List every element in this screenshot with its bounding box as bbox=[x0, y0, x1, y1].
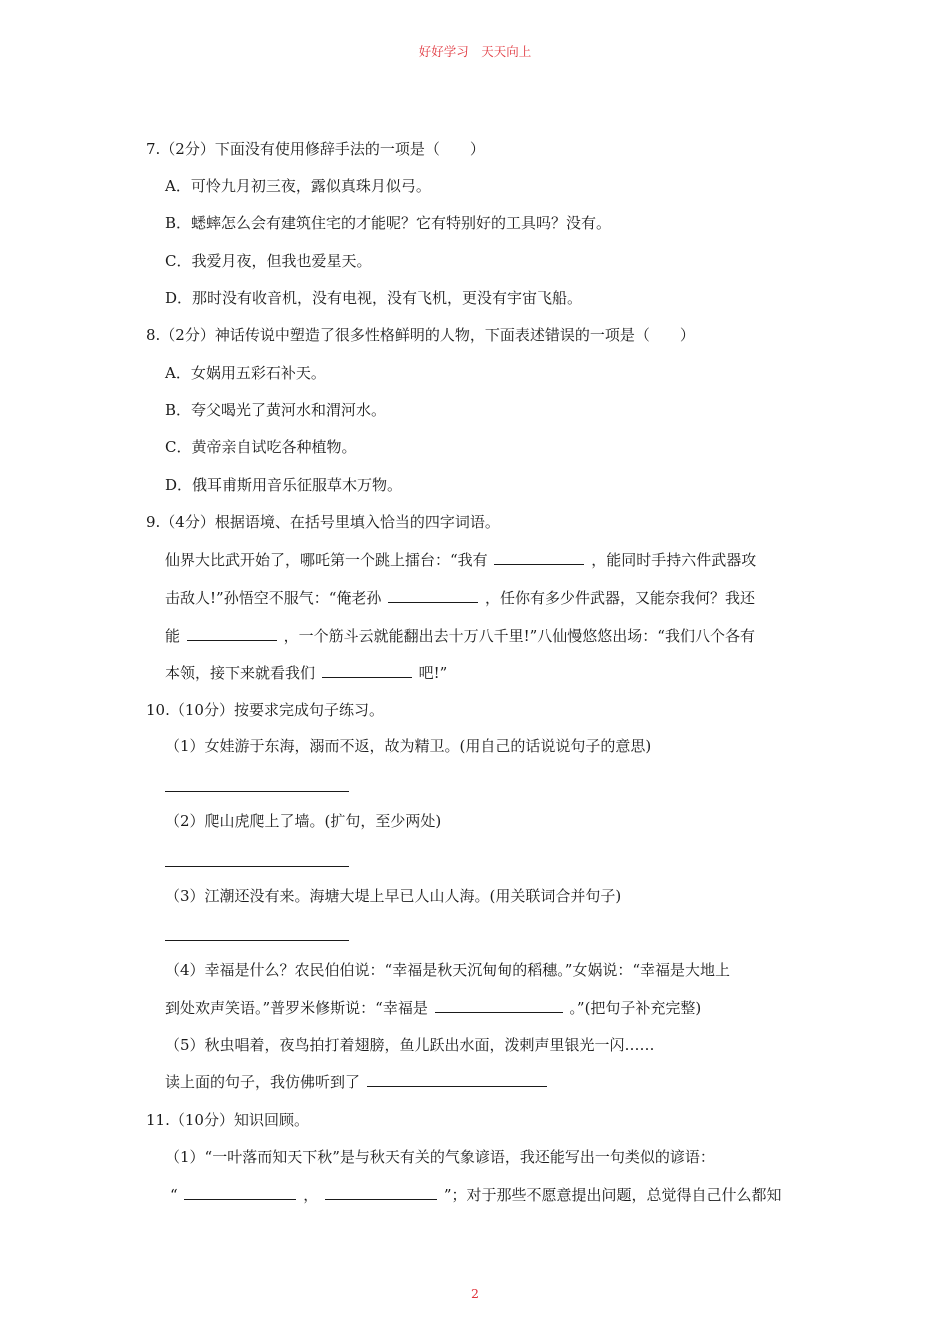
passage-text: “ bbox=[170, 1186, 178, 1204]
fill-blank-3[interactable] bbox=[187, 625, 277, 641]
question-8-option-a: A．女娲用五彩石补天。 bbox=[165, 364, 326, 382]
answer-line-2[interactable] bbox=[165, 866, 349, 867]
question-10-part-2: （2）爬山虎爬上了墙。(扩句，至少两处) bbox=[165, 812, 442, 830]
question-11-part-1-line-1: （1）“一叶落而知天下秋”是与秋天有关的气象谚语，我还能写出一句类似的谚语： bbox=[165, 1148, 715, 1166]
passage-text: 仙界大比武开始了，哪吒第一个跳上擂台：“我有 bbox=[165, 551, 488, 569]
question-7-option-a: A．可怜九月初三夜，露似真珠月似弓。 bbox=[165, 177, 431, 195]
passage-text: 吧!” bbox=[418, 664, 448, 682]
passage-text: 击敌人!”孙悟空不服气：“俺老孙 bbox=[165, 589, 382, 607]
answer-line-3[interactable] bbox=[165, 940, 349, 941]
passage-text: ”；对于那些不愿意提出问题，总觉得自己什么都知 bbox=[443, 1186, 782, 1204]
question-10-stem: 10.（10分）按要求完成句子练习。 bbox=[146, 701, 384, 719]
fill-blank-1[interactable] bbox=[494, 549, 584, 565]
passage-text: 。”(把句子补充完整) bbox=[569, 999, 702, 1017]
passage-text: 本领，接下来就看我们 bbox=[165, 664, 316, 682]
fill-blank-happiness[interactable] bbox=[435, 997, 563, 1013]
fill-blank-2[interactable] bbox=[388, 587, 478, 603]
question-8-option-b: B．夸父喝光了黄河水和渭河水。 bbox=[165, 401, 387, 419]
question-10-part-3: （3）江潮还没有来。海塘大堤上早已人山人海。(用关联词合并句子) bbox=[165, 887, 622, 905]
question-10-part-4-line-2 bbox=[165, 997, 701, 1018]
question-9-passage-line-2 bbox=[165, 587, 755, 608]
passage-text: 能 bbox=[165, 627, 181, 645]
question-8-stem: 8.（2分）神话传说中塑造了很多性格鲜明的人物，下面表述错误的一项是（ ） bbox=[146, 326, 695, 344]
fill-blank-proverb-1[interactable] bbox=[184, 1184, 296, 1200]
passage-text: ，一个筋斗云就能翻出去十万八千里!”八仙慢悠悠出场：“我们八个各有 bbox=[283, 627, 755, 645]
page-number: 2 bbox=[471, 1286, 479, 1301]
fill-blank-4[interactable] bbox=[322, 662, 412, 678]
question-7-option-d: D．那时没有收音机，没有电视，没有飞机，更没有宇宙飞船。 bbox=[165, 289, 583, 307]
fill-blank-heard[interactable] bbox=[367, 1071, 547, 1087]
question-8-option-c: C．黄帝亲自试吃各种植物。 bbox=[165, 438, 357, 456]
question-11-stem: 11.（10分）知识回顾。 bbox=[146, 1111, 309, 1129]
passage-text: ，任你有多少件武器，又能奈我何？我还 bbox=[484, 589, 755, 607]
answer-line-1[interactable] bbox=[165, 791, 349, 792]
question-7-option-b: B．蟋蟀怎么会有建筑住宅的才能呢？它有特别好的工具吗？没有。 bbox=[165, 214, 612, 232]
passage-text: ，能同时手持六件武器攻 bbox=[591, 551, 757, 569]
passage-text: ， bbox=[303, 1186, 319, 1204]
question-10-part-1: （1）女娃游于东海，溺而不返，故为精卫。(用自己的话说说句子的意思) bbox=[165, 737, 652, 755]
question-7-option-c: C．我爱月夜，但我也爱星天。 bbox=[165, 252, 372, 270]
page-header: 好好学习 天天向上 bbox=[418, 44, 532, 59]
passage-text: 到处欢声笑语。”普罗米修斯说：“幸福是 bbox=[165, 999, 428, 1017]
question-9-passage-line-4 bbox=[165, 662, 447, 683]
question-9-passage-line-3 bbox=[165, 625, 755, 646]
question-10-part-4-line-1: （4）幸福是什么？农民伯伯说：“幸福是秋天沉甸甸的稻穗。”女娲说：“幸福是大地上 bbox=[165, 961, 731, 979]
question-9-passage-line-1 bbox=[165, 549, 756, 570]
fill-blank-proverb-2[interactable] bbox=[325, 1184, 437, 1200]
passage-text: 读上面的句子，我仿佛听到了 bbox=[165, 1073, 361, 1091]
question-10-part-5-line-2 bbox=[165, 1071, 549, 1092]
question-10-part-5-line-1: （5）秋虫唱着，夜鸟拍打着翅膀，鱼儿跃出水面，泼剌声里银光一闪…… bbox=[165, 1036, 655, 1054]
question-7-stem: 7.（2分）下面没有使用修辞手法的一项是（ ） bbox=[146, 140, 485, 158]
question-9-stem: 9.（4分）根据语境、在括号里填入恰当的四字词语。 bbox=[146, 513, 500, 531]
question-11-part-1-line-2 bbox=[170, 1184, 781, 1205]
question-8-option-d: D．俄耳甫斯用音乐征服草木万物。 bbox=[165, 476, 403, 494]
